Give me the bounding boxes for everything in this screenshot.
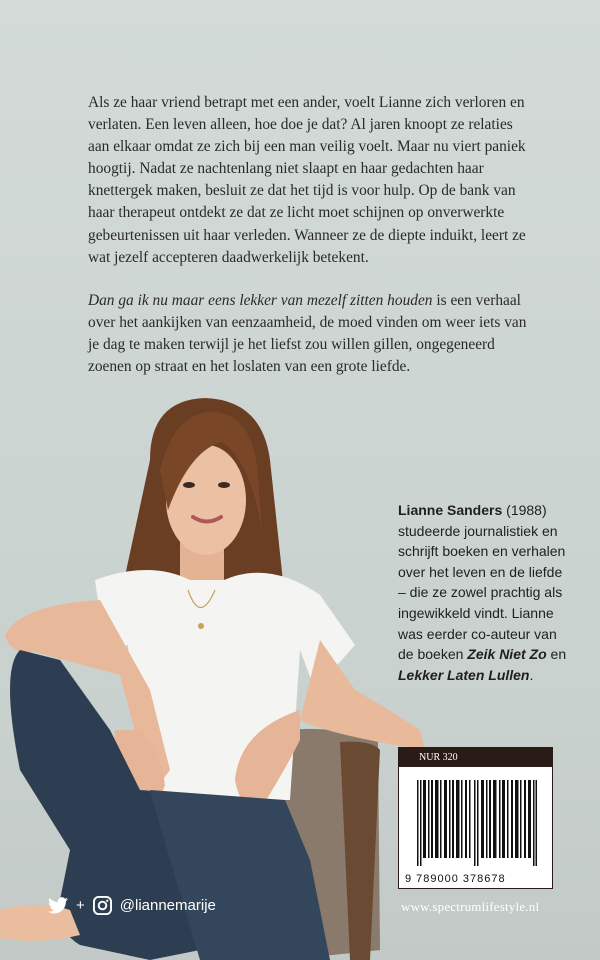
twitter-icon[interactable] <box>48 897 68 914</box>
social-handle[interactable]: @liannemarije <box>119 896 216 914</box>
bio-end: . <box>529 666 534 683</box>
bio-text: studeerde journalistiek en schrijft boeken en verhalen over het leven en de liefde – die ze zowel prachtig als ingewikkeld vindt. Lianne was eerder co-auteur van de boeken <box>398 522 566 663</box>
blurb <box>88 92 528 399</box>
nur-code: NUR 320 <box>399 748 552 767</box>
book-title-2: Lekker Laten Lullen <box>398 666 530 683</box>
author-name: Lianne Sanders <box>398 502 503 518</box>
isbn-number: 9 789000 378678 <box>405 873 506 885</box>
plus-sign: + <box>76 896 85 914</box>
blurb-paragraph-1: Als ze haar vriend betrapt met een ander, voelt Lianne zich verloren en verlaten. Een leven alleen, hoe doe je dat? Al jaren knoopt ze relaties aan elkaar omdat ze zich bij een man veilig voelt. Maar nu viert paniek hoogtij. Nadat ze nachtenlang niet slaapt en haar gedachten haar knettergek maken, besluit ze dat het tijd is voor hulp. Op de bank van haar therapeut ontdekt ze dat ze licht moet schijnen op onverwerkte gebeurtenissen uit haar verleden. Wanneer ze de diepte induikt, leert ze wat jezelf accepteren daadwerkelijk betekent. <box>88 94 526 266</box>
author-bio <box>398 500 568 685</box>
book-title-italic: Dan ga ik nu maar eens lekker van mezelf zitten houden <box>88 291 433 309</box>
social-links <box>48 893 216 917</box>
instagram-icon[interactable] <box>93 896 112 915</box>
publisher-website[interactable]: www.spectrumlifestyle.nl <box>401 899 540 914</box>
blurb-paragraph-2-rest: is een verhaal over het aankijken van eenzaamheid, de moed vinden om weer iets van je dag te maken terwijl je het liefst zou willen gillen, ongegeneerd zoenen op straat en het loslaten van een grote liefde. <box>88 291 527 376</box>
author-photo <box>0 390 440 960</box>
isbn-barcode-box <box>398 747 553 889</box>
book-title-1: Zeik Niet Zo <box>467 646 547 663</box>
author-birth-year: (1988) <box>502 502 547 518</box>
blurb-paragraph-2 <box>88 290 528 378</box>
barcode-bars <box>417 780 537 866</box>
bio-connector: en <box>546 646 567 663</box>
